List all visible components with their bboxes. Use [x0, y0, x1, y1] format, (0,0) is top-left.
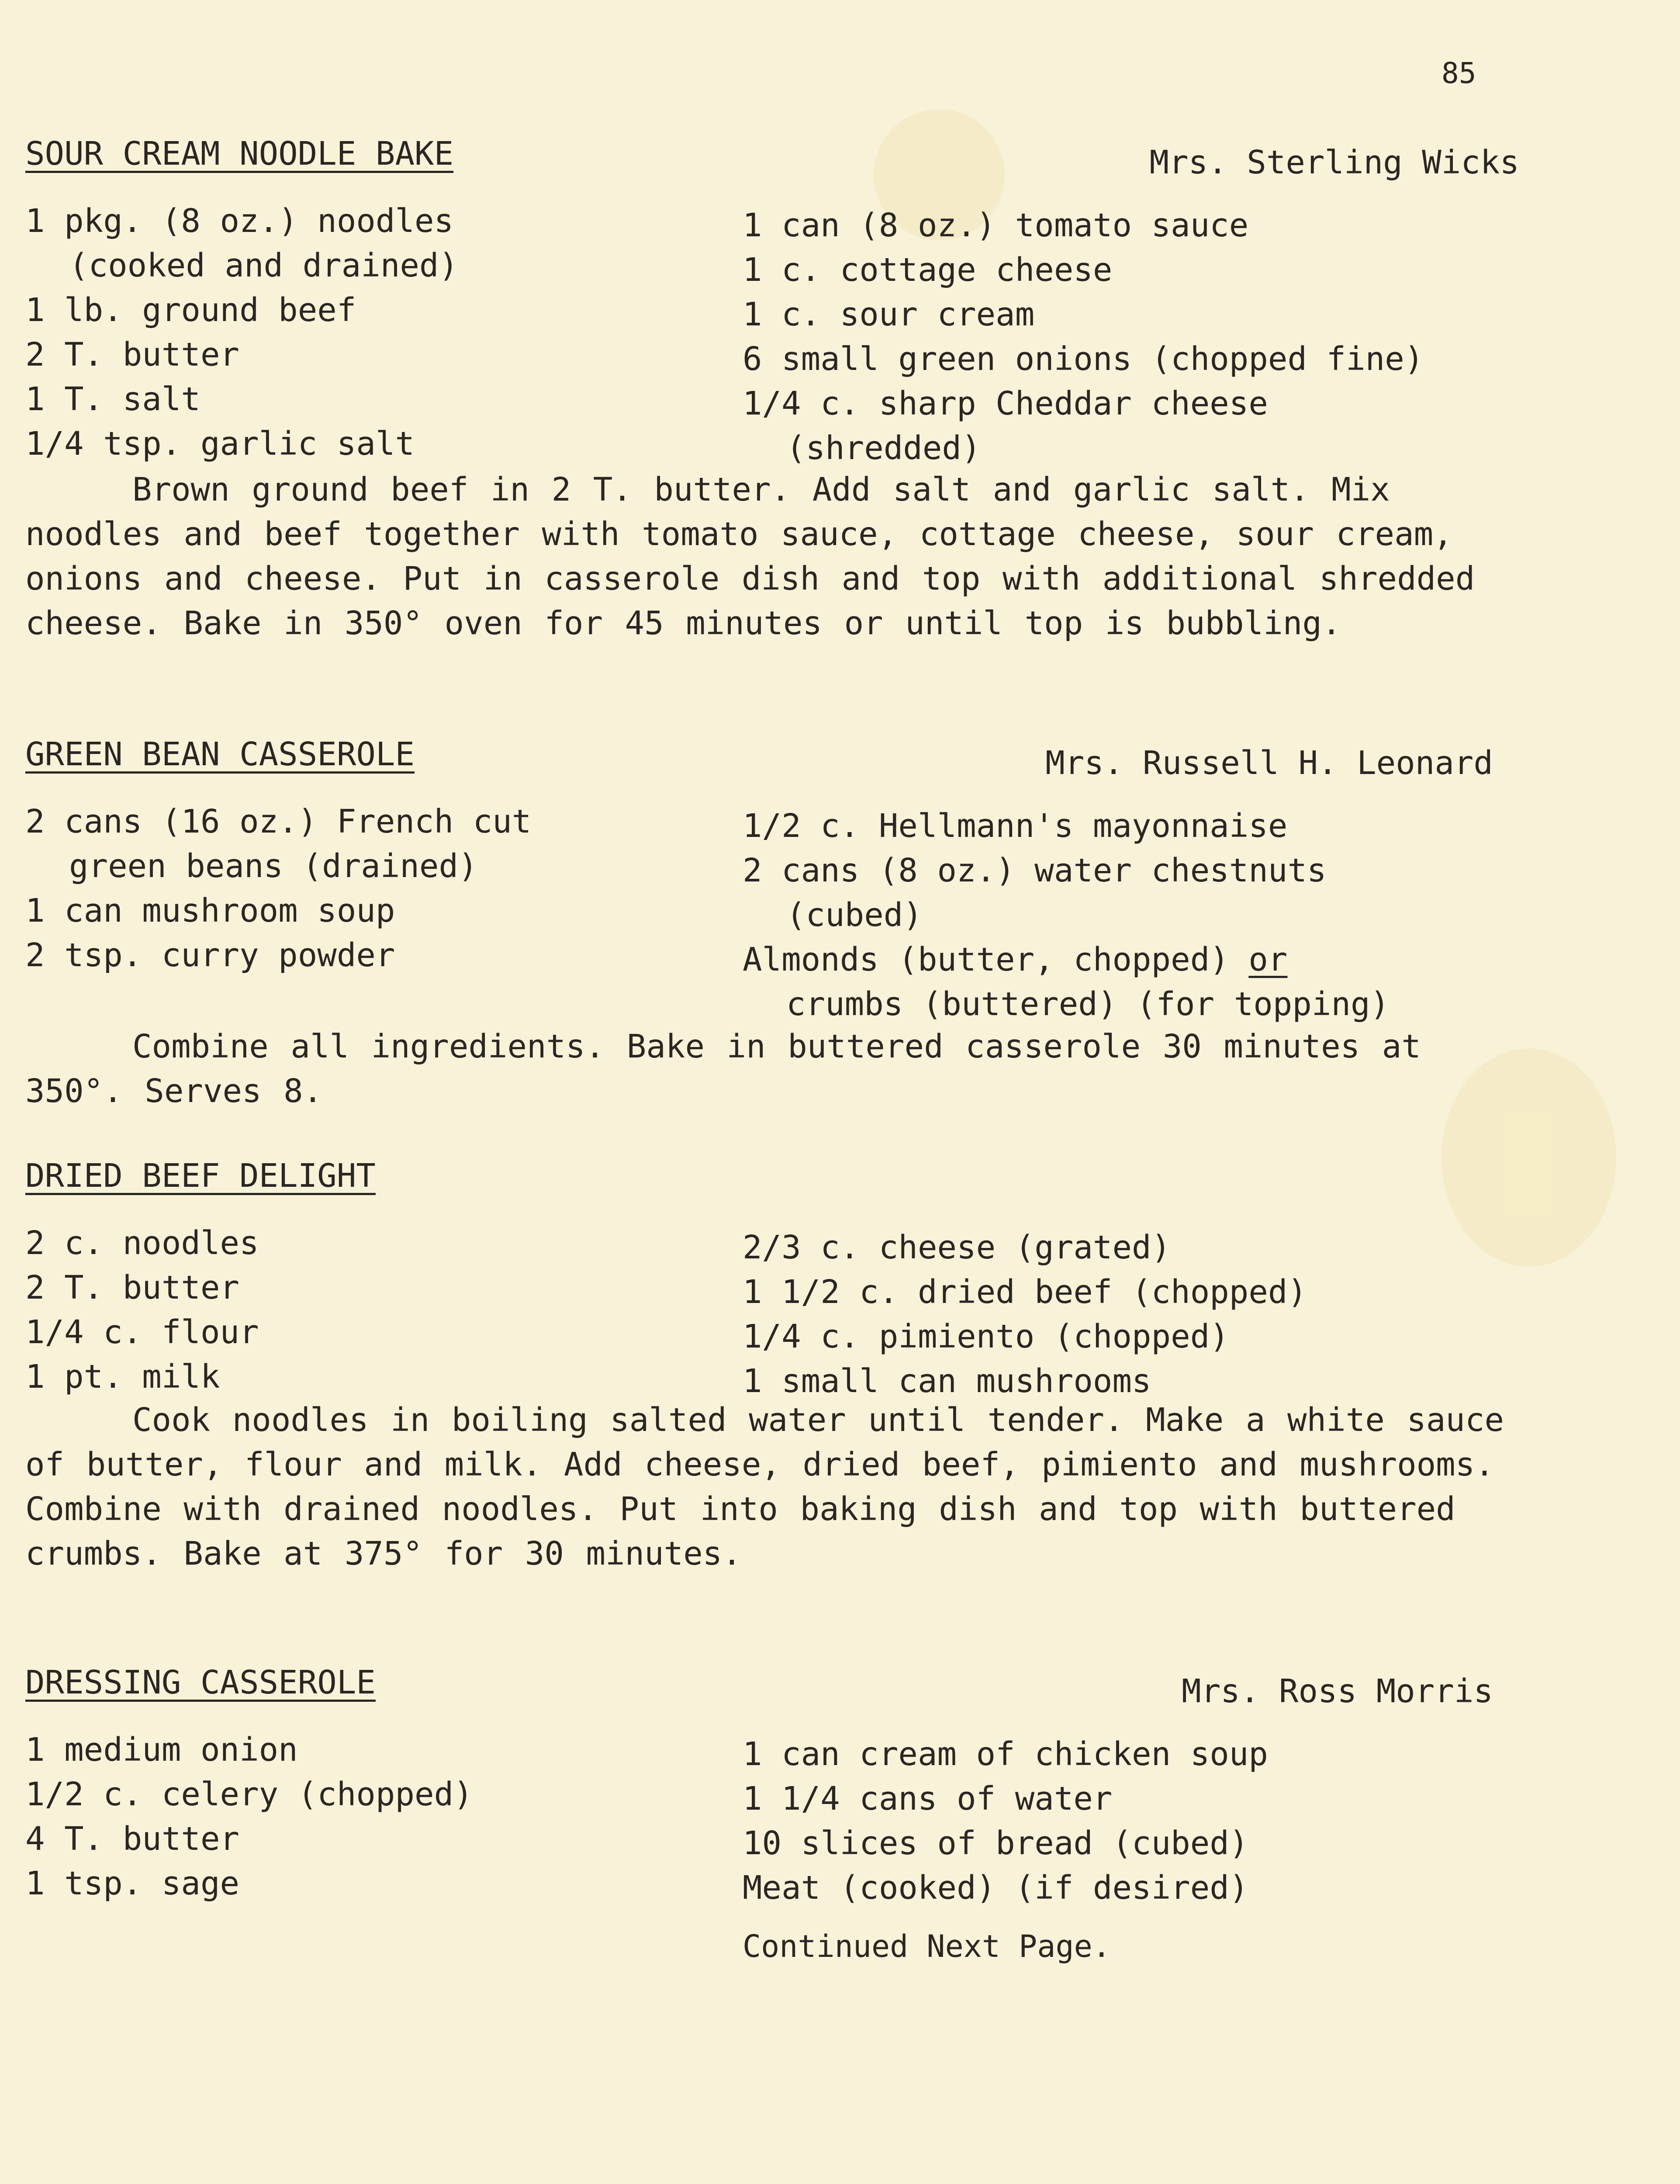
ingredient-column-right [743, 203, 1520, 470]
ingredient: 2 T. butter [25, 336, 240, 373]
recipe-method: Combine all ingredients. Bake in buttered casserole 30 minutes at 350°. Serves 8. [25, 1028, 1421, 1110]
recipe-header [25, 1157, 1519, 1203]
recipe-title: SOUR CREAM NOODLE BAKE [25, 135, 454, 173]
ingredient: 1 pkg. (8 oz.) noodles [25, 202, 454, 240]
recipe-header [25, 738, 1519, 782]
ingredient: 1 medium onion [25, 1731, 298, 1769]
ingredient-column-right [743, 1732, 1520, 1910]
ingredient: 2 T. butter [25, 1269, 240, 1306]
ingredient: 10 slices of bread (cubed) [743, 1825, 1249, 1862]
or-text: or [1248, 941, 1288, 978]
ingredient: 1 1/2 c. dried beef (chopped) [743, 1273, 1307, 1311]
recipe-title: DRIED BEEF DELIGHT [25, 1157, 376, 1195]
ingredient: (cubed) [786, 896, 923, 934]
recipe-green-bean-casserole [25, 736, 1519, 1110]
ingredient: 1/2 c. celery (chopped) [25, 1776, 473, 1813]
recipe-dried-beef-delight [25, 1157, 1519, 1572]
recipe-header [25, 1666, 1519, 1710]
ingredient: 1/4 tsp. garlic salt [25, 425, 415, 463]
ingredient-column-left [25, 1221, 724, 1399]
recipe-header [25, 135, 1519, 181]
ingredient: 1 T. salt [25, 380, 200, 418]
ingredient: 2 cans (16 oz.) French cut [25, 803, 532, 840]
ingredient: 1 lb. ground beef [25, 291, 356, 329]
recipe-title: GREEN BEAN CASSEROLE [25, 736, 415, 773]
ingredient: 1 c. sour cream [743, 296, 1035, 333]
recipe-author: Mrs. Ross Morris [1182, 1673, 1493, 1710]
ingredient-column-right [743, 804, 1520, 1026]
ingredient-list [25, 1728, 1519, 1911]
ingredient: 1 can mushroom soup [25, 892, 395, 930]
recipe-author: Mrs. Russell H. Leonard [1045, 744, 1493, 782]
ingredient: 1/4 c. sharp Cheddar cheese [743, 385, 1268, 422]
ingredient-column-left [25, 1728, 724, 1906]
ingredient: 1/4 c. pimiento (chopped) [743, 1318, 1229, 1355]
ingredient-column-left [25, 799, 724, 978]
ingredient: 1 can cream of chicken soup [743, 1735, 1268, 1773]
ingredient: 1 1/4 cans of water [743, 1780, 1113, 1818]
recipe-sour-cream-noodle-bake [25, 135, 1519, 642]
recipe-author: Mrs. Sterling Wicks [1149, 144, 1519, 181]
recipe-title: DRESSING CASSEROLE [25, 1664, 376, 1701]
ingredient: 1 can (8 oz.) tomato sauce [743, 207, 1249, 244]
ingredient: 2 c. noodles [25, 1224, 259, 1262]
ingredient: crumbs (buttered) (for topping) [786, 985, 1390, 1023]
ingredient-column-left [25, 199, 724, 466]
ingredient: 2/3 c. cheese (grated) [743, 1229, 1171, 1266]
ingredient [743, 937, 1520, 982]
recipe-dressing-casserole [25, 1666, 1519, 1911]
page-number: 85 [1441, 56, 1476, 90]
ingredient-list [25, 799, 1519, 1026]
ingredient-list [25, 199, 1519, 470]
ingredient: (cooked and drained) [69, 247, 459, 284]
ingredient-list [25, 1221, 1519, 1404]
ingredient: (shredded) [786, 429, 981, 467]
recipe-method: Brown ground beef in 2 T. butter. Add salt and garlic salt. Mix noodles and beef together with tomato sauce, cottage cheese, sour cream, onions and cheese. Put in casserole dish and top with additional shredded cheese. Bake in 350° oven for 45 minutes or until top is bubbling. [25, 471, 1475, 642]
ingredient: 1 pt. milk [25, 1358, 220, 1396]
ingredient-column-right [743, 1225, 1520, 1403]
ingredient: 1 small can mushrooms [743, 1362, 1151, 1400]
ingredient: 1 c. cottage cheese [743, 251, 1113, 289]
ingredient: 1/2 c. Hellmann's mayonnaise [743, 807, 1288, 845]
ingredient: 6 small green onions (chopped fine) [743, 340, 1424, 378]
continued-note: Continued Next Page. [743, 1928, 1111, 1964]
ingredient: green beans (drained) [69, 847, 478, 885]
ingredient: 2 cans (8 oz.) water chestnuts [743, 852, 1327, 889]
ingredient: 4 T. butter [25, 1820, 240, 1858]
ingredient: Meat (cooked) (if desired) [743, 1869, 1249, 1907]
ingredient: 1/4 c. flour [25, 1313, 259, 1351]
recipe-method: Cook noodles in boiling salted water until tender. Make a white sauce of butter, flour and milk. Add cheese, dried beef, pimiento and mushrooms. Combine with drained noodles. Put into baking dish and top with buttered crumbs. Bake at 375° for 30 minutes. [25, 1401, 1504, 1572]
ingredient: 1 tsp. sage [25, 1865, 240, 1902]
ingredient: 2 tsp. curry powder [25, 936, 395, 974]
ingredient-text: Almonds (butter, chopped) [743, 941, 1229, 978]
